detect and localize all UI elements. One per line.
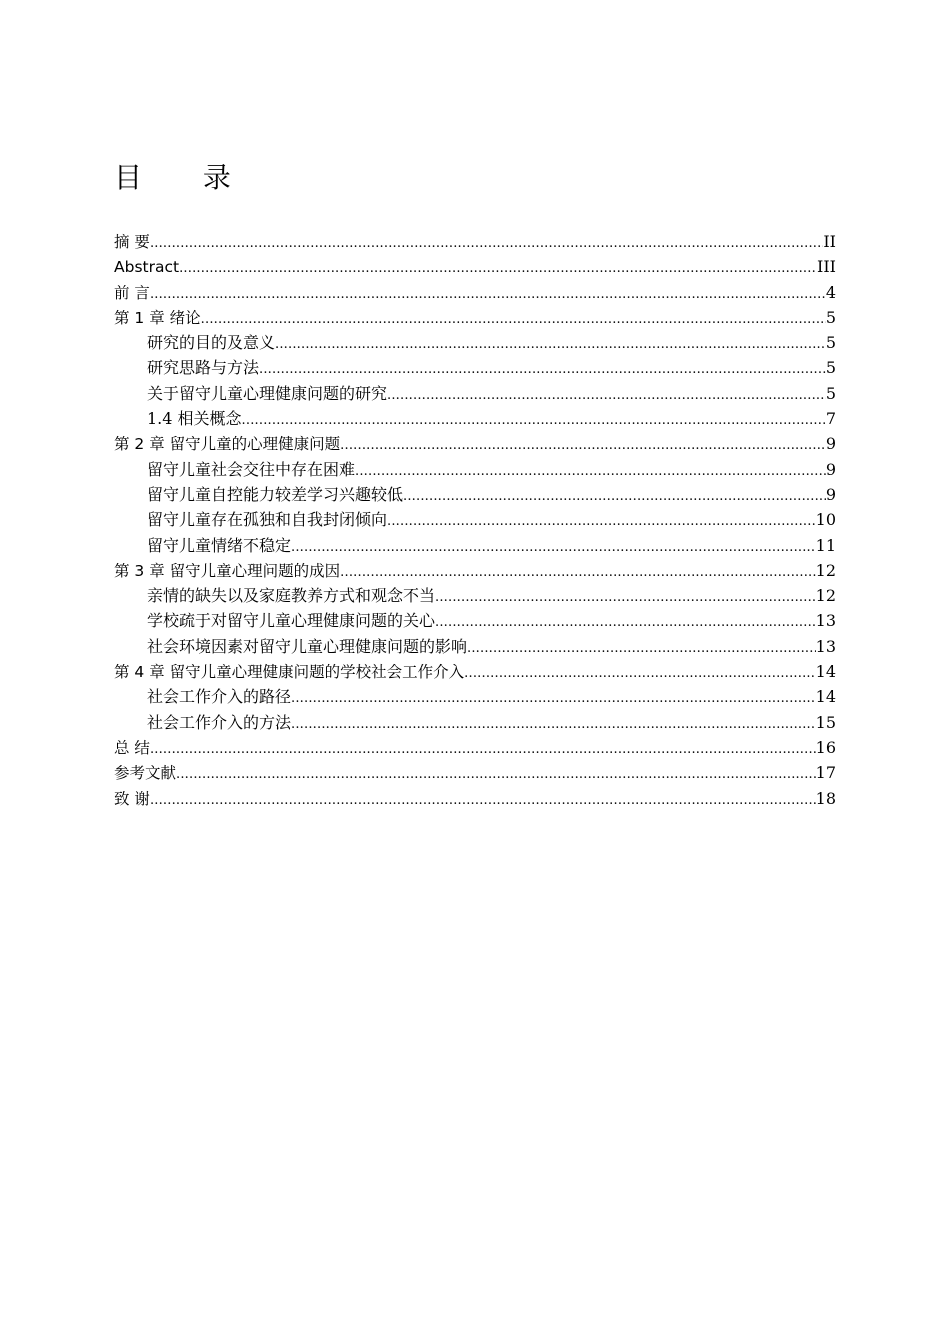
toc-dot-leader [291,712,816,735]
toc-entry-page-number: 14 [815,662,836,682]
toc-entry-label: 总 结 [114,738,150,757]
toc-entry-label: 留守儿童自控能力较差学习兴趣较低 [147,484,404,504]
toc-entry[interactable] [114,229,836,254]
toc-entry-label: 研究的目的及意义 [147,333,276,353]
toc-title: 目 录 [114,161,257,194]
toc-entry-label: 前 言 [114,283,150,302]
toc-dot-leader [242,408,826,431]
toc-entry[interactable] [114,431,836,456]
toc-entry-page-number: 17 [815,763,836,783]
toc-dot-leader [179,256,817,279]
toc-entry[interactable] [114,457,836,482]
toc-entry-label: 亲情的缺失以及家庭教养方式和观念不当 [147,586,436,606]
toc-dot-leader [435,585,816,608]
toc-dot-leader [275,332,826,355]
toc-entry[interactable] [114,608,836,633]
toc-entry-page-number: 10 [815,510,836,530]
toc-dot-leader [201,307,826,330]
toc-dot-leader [340,433,826,456]
toc-entry-label: 社会工作介入的路径 [147,687,292,707]
toc-entry-page-number: 13 [815,611,836,631]
toc-entry[interactable] [114,482,836,507]
toc-entry-label: 关于留守儿童心理健康问题的研究 [147,383,388,403]
toc-dot-leader [340,560,815,583]
toc-entry-label: 参考文献 [114,764,177,783]
toc-entry-page-number: 13 [815,636,836,656]
toc-entry-label: 学校疏于对留守儿童心理健康问题的关心 [147,611,436,631]
toc-entry-page-number: 12 [815,560,836,580]
toc-entry-page-number: 14 [815,687,836,707]
toc-dot-leader [150,282,826,305]
toc-entry[interactable] [114,280,836,305]
toc-dot-leader [464,661,815,684]
toc-entry-page-number: 5 [825,358,836,378]
toc-entry-page-number: 18 [815,788,836,808]
toc-entry-page-number: 9 [825,484,836,504]
toc-entry-label: 第 1 章 绪论 [114,308,201,327]
toc-dot-leader [291,535,816,558]
toc-entry[interactable] [114,634,836,659]
table-of-contents [114,229,836,811]
toc-dot-leader [259,357,826,380]
toc-entry-page-number: 11 [815,535,836,555]
toc-entry[interactable] [114,735,836,760]
toc-entry-label: 第 3 章 留守儿童心理问题的成因 [114,561,341,580]
toc-entry-page-number: 16 [815,737,836,757]
toc-entry[interactable] [114,684,836,709]
toc-entry[interactable] [114,254,836,279]
toc-dot-leader [176,762,816,785]
toc-entry[interactable] [114,330,836,355]
toc-entry[interactable] [114,406,836,431]
toc-dot-leader [467,636,816,659]
toc-entry-label: 1.4 相关概念 [147,409,242,429]
toc-entry[interactable] [114,305,836,330]
toc-entry-label: 留守儿童存在孤独和自我封闭倾向 [147,510,388,530]
toc-dot-leader [355,459,826,482]
toc-entry[interactable] [114,710,836,735]
toc-entry[interactable] [114,583,836,608]
toc-entry-page-number: 12 [815,586,836,606]
toc-entry-label: 摘 要 [114,233,150,251]
toc-entry-page-number: II [823,232,836,251]
toc-entry-label: 社会工作介入的方法 [147,712,292,732]
toc-entry-page-number: 5 [825,333,836,353]
toc-entry-page-number: 5 [825,307,836,327]
toc-dot-leader [150,737,816,760]
toc-dot-leader [435,610,816,633]
toc-entry[interactable] [114,533,836,558]
toc-entry-label: 留守儿童社会交往中存在困难 [147,459,356,479]
toc-entry-label: 致 谢 [114,789,150,808]
toc-entry-label: 社会环境因素对留守儿童心理健康问题的影响 [147,636,468,656]
toc-entry-page-number: 9 [825,459,836,479]
toc-entry-label: 留守儿童情绪不稳定 [147,535,292,555]
toc-dot-leader [150,231,823,254]
toc-dot-leader [150,788,816,811]
toc-entry[interactable] [114,558,836,583]
toc-entry-page-number: 5 [825,383,836,403]
toc-entry-page-number: 4 [825,282,836,302]
toc-entry-label: 研究思路与方法 [147,358,260,378]
toc-entry-page-number: 7 [825,409,836,429]
toc-entry[interactable] [114,381,836,406]
toc-entry-label: 第 2 章 留守儿童的心理健康问题 [114,435,341,454]
toc-entry[interactable] [114,507,836,532]
toc-entry-label: 第 4 章 留守儿童心理健康问题的学校社会工作介入 [114,663,465,682]
toc-dot-leader [387,509,816,532]
toc-dot-leader [291,686,816,709]
toc-entry-page-number: III [817,257,836,277]
toc-dot-leader [403,484,826,507]
toc-entry-label: Abstract [114,258,180,277]
toc-entry[interactable] [114,760,836,785]
toc-entry[interactable] [114,355,836,380]
toc-entry[interactable] [114,659,836,684]
toc-dot-leader [387,383,826,406]
toc-entry-page-number: 9 [825,434,836,454]
toc-entry[interactable] [114,786,836,811]
toc-entry-page-number: 15 [815,712,836,732]
